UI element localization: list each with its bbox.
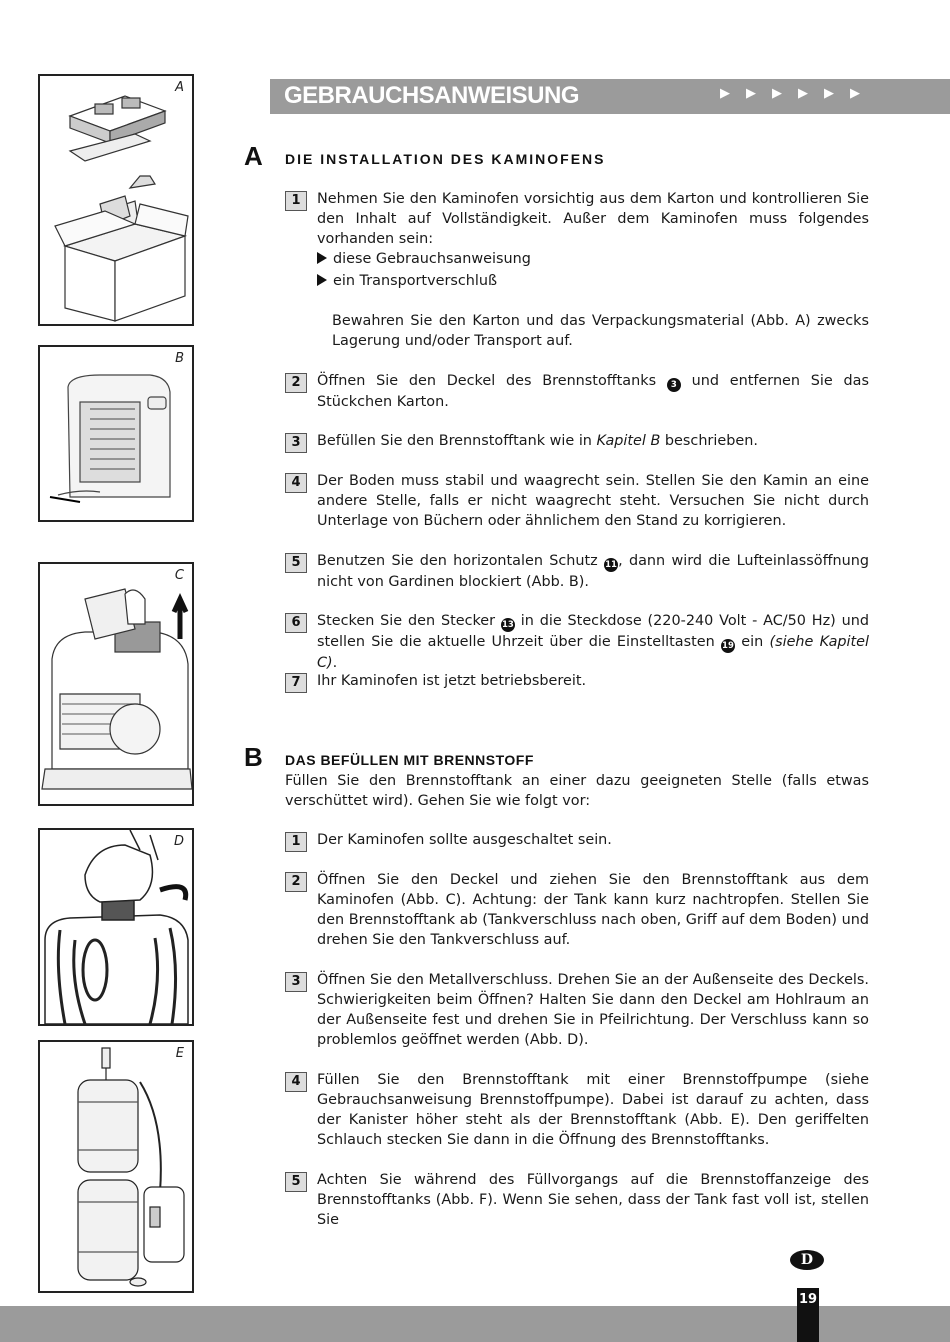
figure-e — [38, 1040, 194, 1293]
figure-c — [38, 562, 194, 806]
figure-d — [38, 828, 194, 1026]
figure-b — [38, 345, 194, 522]
part-number-badge: 19 — [722, 641, 734, 651]
step-b1 — [285, 830, 869, 850]
step-number: 4 — [285, 1072, 307, 1092]
step-text: Der Boden muss stabil und waagrecht sein. Stellen Sie den Kamin an eine andere Stelle, falls er nicht waagrecht steht. Versuchen Sie nicht durch Unterlage von Büchern oder ähnlichem den Stand zu korrigieren. — [317, 473, 869, 529]
banner-arrows-icon: ▶▶▶▶▶▶ — [720, 86, 876, 101]
section-b-title: DAS BEFÜLLEN MIT BRENNSTOFF — [285, 752, 534, 768]
list-item-text: ein Transportverschluß — [333, 273, 498, 289]
figure-b-drawing — [40, 347, 192, 520]
section-b-letter: B — [244, 742, 263, 772]
step-a6 — [285, 611, 869, 673]
step-text: Achten Sie während des Füllvorgangs auf die Brennstoffanzeige des Brennstofftanks (Abb. F). Wenn Sie sehen, dass der Tank fast voll ist, stellen Sie — [317, 1172, 869, 1228]
step-text: Der Kaminofen sollte ausgeschaltet sein. — [317, 832, 612, 848]
step-number: 3 — [285, 972, 307, 992]
keep-packaging-note: Bewahren Sie den Karton und das Verpackungsmaterial (Abb. A) zwecks Lagerung und/oder Transport auf. — [332, 313, 869, 349]
figure-c-drawing — [40, 564, 192, 804]
step-number: 3 — [285, 433, 307, 453]
step-text: Öffnen Sie den Deckel des Brennstofftanks 3 und entfernen Sie das Stückchen Karton. — [317, 373, 869, 410]
step-b5 — [285, 1170, 869, 1230]
step-number: 1 — [285, 832, 307, 852]
figure-a — [38, 74, 194, 326]
step-a7 — [285, 671, 869, 691]
step-text: Stecken Sie den Stecker 13 in die Steckdose (220-240 Volt - AC/50 Hz) und stellen Sie die aktuelle Uhrzeit über die Einstelltasten 19 ein (siehe Kapitel C). — [317, 613, 870, 671]
step-number: 6 — [285, 613, 307, 633]
step-a4 — [285, 471, 869, 531]
figure-d-label: D — [173, 834, 184, 849]
header-banner — [270, 79, 950, 114]
section-b-intro: Füllen Sie den Brennstofftank an einer dazu geeigneten Stelle (falls etwas verschüttet wird). Gehen Sie wie folgt vor: — [285, 773, 869, 809]
figure-a-drawing — [40, 76, 192, 324]
step-text: Öffnen Sie den Deckel und ziehen Sie den Brennstofftank aus dem Kaminofen (Abb. C). Achtung: der Tank kann kurz nachtropfen. Stellen Sie den Brennstofftank ab (Tankverschluss nach oben, Griff auf dem Boden) und drehen Sie den Tankverschluss auf. — [317, 872, 869, 948]
part-number-badge: 11 — [605, 560, 617, 570]
step-b3 — [285, 970, 869, 1050]
step-text: Benutzen Sie den horizontalen Schutz 11, dann wird die Lufteinlassöffnung nicht von Gardinen blockiert (Abb. B). — [317, 553, 869, 590]
bullet-triangle-icon — [317, 252, 327, 264]
step-number: 5 — [285, 553, 307, 573]
step-text: Nehmen Sie den Kaminofen vorsichtig aus dem Karton und kontrollieren Sie den Inhalt auf Vollständigkeit. Außer dem Kaminofen muss folgendes vorhanden sein: — [317, 191, 869, 247]
step-a3 — [285, 431, 869, 451]
step-number: 2 — [285, 373, 307, 393]
figure-c-label: C — [174, 568, 184, 583]
step-b4 — [285, 1070, 869, 1150]
step-number: 7 — [285, 673, 307, 693]
figure-d-drawing — [40, 830, 192, 1024]
step-number: 2 — [285, 872, 307, 892]
step-number: 5 — [285, 1172, 307, 1192]
step-text: Ihr Kaminofen ist jetzt betriebsbereit. — [317, 673, 587, 689]
step-text: Füllen Sie den Brennstofftank mit einer Brennstoffpumpe (siehe Gebrauchsanweisung Brennstoffpumpe). Dabei ist darauf zu achten, dass der Kanister höher steht als der Brennstofftank (Abb. E). Den geriffelten Schlauch stecken Sie dann in die Öffnung des Brennstofftanks. — [317, 1072, 869, 1148]
step-a5 — [285, 551, 869, 592]
section-a-letter: A — [244, 141, 263, 171]
page-title: GEBRAUCHSANWEISUNG — [284, 82, 580, 109]
part-number-badge: 3 — [667, 378, 681, 392]
figure-a-label: A — [175, 80, 184, 95]
step-text: Befüllen Sie den Brennstofftank wie in Kapitel B beschrieben. — [317, 433, 758, 449]
list-item — [317, 271, 497, 291]
step-number: 4 — [285, 473, 307, 493]
figure-b-label: B — [175, 351, 184, 366]
list-item — [317, 249, 531, 269]
language-badge: D — [790, 1250, 824, 1270]
bullet-triangle-icon — [317, 274, 327, 286]
step-a2 — [285, 371, 869, 412]
figure-e-drawing — [40, 1042, 192, 1291]
section-a-title: DIE INSTALLATION DES KAMINOFENS — [285, 151, 606, 167]
step-number: 1 — [285, 191, 307, 211]
part-number-badge: 13 — [502, 620, 514, 630]
figure-e-label: E — [175, 1046, 184, 1061]
step-text: Öffnen Sie den Metallverschluss. Drehen Sie an der Außenseite des Deckels. Schwierigkeiten beim Öffnen? Halten Sie dann den Deckel am Hohlraum an der Außenseite fest und drehen Sie in Pfeilrichtung. Der Verschluss kann so problemlos geöffnet werden (Abb. D). — [317, 972, 869, 1048]
page-number: 19 — [797, 1288, 819, 1342]
step-a1 — [285, 189, 869, 249]
step-b2 — [285, 870, 869, 950]
list-item-text: diese Gebrauchsanweisung — [333, 251, 531, 267]
